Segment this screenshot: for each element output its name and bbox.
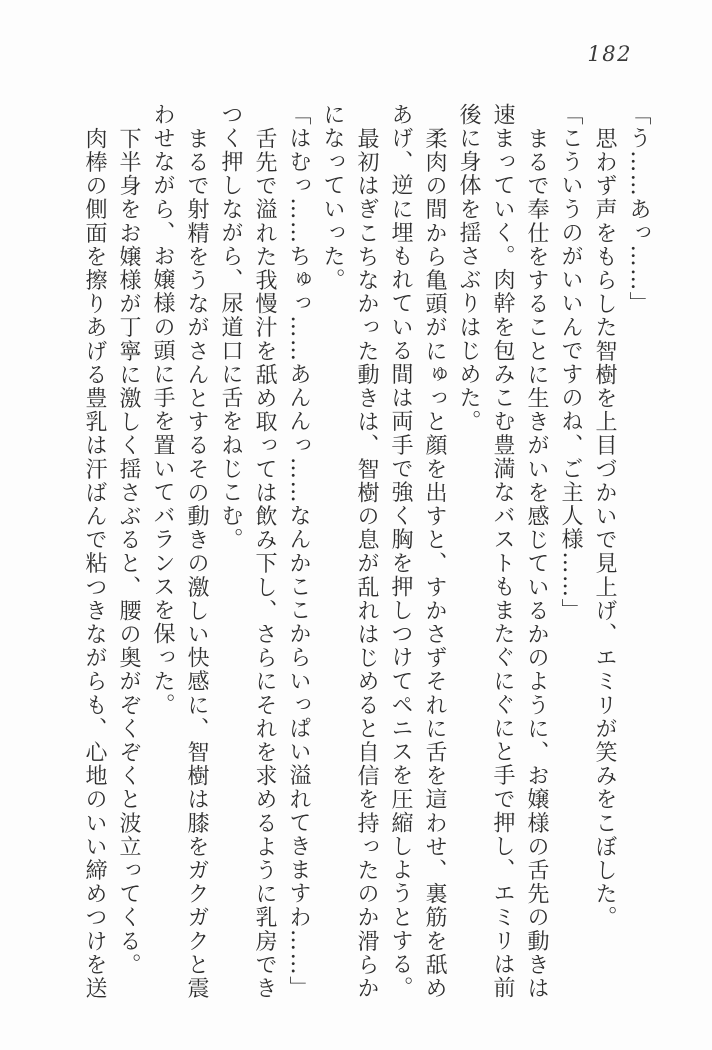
text-column: 思わず声をもらした智樹を上目づかいで見上げ、エミリが笑みをこぼした。 bbox=[592, 127, 617, 930]
text-column: になっていった。 bbox=[320, 103, 345, 292]
text-column: 「はむっ……ちゅっ……あんんっ……なんかここからいっぱい溢れてきますわ……」 bbox=[286, 103, 311, 1000]
text-column: 肉棒の側面を擦りあげる豊乳は汗ばんで粘つきながらも、心地のいい締めつけを送 bbox=[82, 127, 107, 1001]
text-column: つく押しながら、尿道口に舌をねじこむ。 bbox=[218, 103, 243, 552]
page-number: 182 bbox=[587, 42, 632, 66]
text-block bbox=[77, 103, 655, 1008]
text-column: 「こういうのがいいんですのね、ご主人様……」 bbox=[558, 103, 583, 623]
text-column: 最初はぎこちなかった動きは、智樹の息が乱れはじめると自信を持ったのか滑らか bbox=[354, 127, 379, 1001]
text-column: 速まっていく。肉幹を包みこむ豊満なバストもまたぐにぐにと手で押し、エミリは前 bbox=[490, 103, 515, 1000]
text-column: まるで射精をうながさんとするその動きの激しい快感に、智樹は膝をガクガクと震 bbox=[184, 127, 209, 1001]
text-column: 後に身体を揺さぶりはじめた。 bbox=[456, 103, 481, 434]
text-column: 「う……あっ……」 bbox=[626, 103, 651, 316]
text-column: わせながら、お嬢様の頭に手を置いてバランスを保った。 bbox=[150, 103, 175, 717]
text-column: 下半身をお嬢様が丁寧に激しく揺さぶると、腰の奥がぞくぞくと波立ってくる。 bbox=[116, 127, 141, 977]
text-column: まるで奉仕をすることに生きがいを感じているかのように、お嬢様の舌先の動きは bbox=[524, 127, 549, 1001]
text-column: あげ、逆に埋もれている間は両手で強く胸を押しつけてペニスを圧縮しようとする。 bbox=[388, 103, 413, 1000]
text-column: 柔肉の間から亀頭がにゅっと顔を出すと、すかさずそれに舌を這わせ、裏筋を舐め bbox=[422, 127, 447, 1001]
text-column: 舌先で溢れた我慢汁を舐め取っては飲み下し、さらにそれを求めるように乳房でき bbox=[252, 127, 277, 1001]
